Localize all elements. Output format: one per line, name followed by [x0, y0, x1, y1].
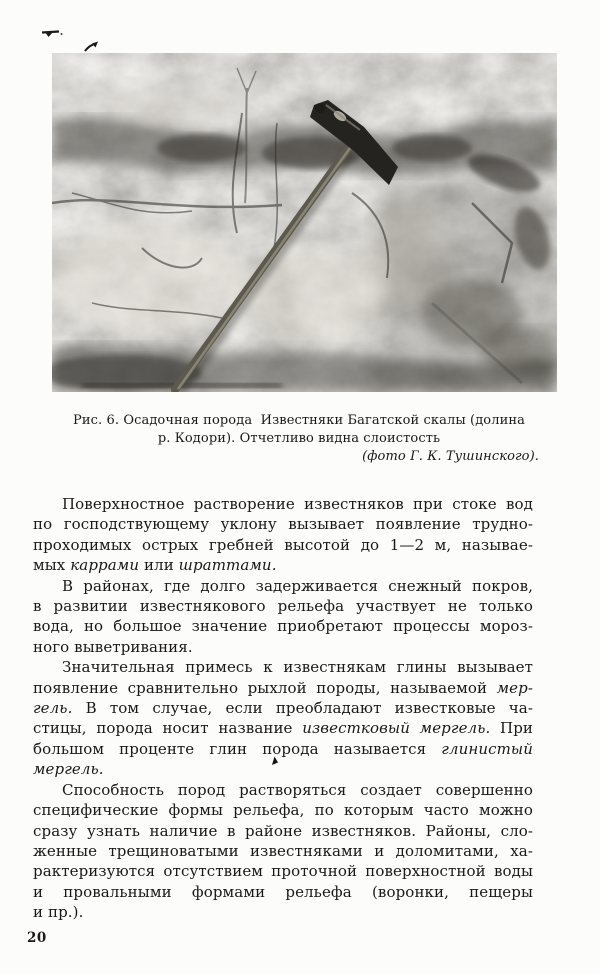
ink-marks: [36, 24, 106, 56]
text-line: и провальными формами рельефа (воронки, пещеры: [33, 882, 533, 901]
text-line: Поверхностное растворение известняков при стоке вод: [62, 495, 533, 513]
text-line: большом проценте глин порода называется глинистый: [33, 739, 533, 758]
paragraph: [33, 657, 533, 779]
text-line: и пр.).: [33, 903, 84, 922]
text-line: по господствующему уклону вызывает появление трудно-: [33, 515, 533, 534]
ink-squiggle-mark: [85, 42, 98, 52]
caption-line-1: Рис. 6. Осадочная порода Известняки Багатской скалы (долина: [73, 413, 525, 428]
caption-photo-credit: (фото Г. К. Тушинского).: [362, 449, 539, 464]
text-line: ного выветривания.: [33, 637, 193, 656]
rock-face-photo: [52, 53, 557, 392]
text-line: Способность пород растворяться создает совершенно: [62, 780, 533, 799]
text-line: в развитии известнякового рельефа участвует не только: [33, 597, 533, 616]
text-line: женные трещиноватыми известняками и доломитами, ха-: [33, 841, 533, 860]
text-line: гель. В том случае, если преобладают известковые ча-: [33, 699, 533, 718]
text-line: специфические формы рельефа, по которым часто можно: [33, 801, 533, 820]
text-line: стицы, порода носит название известковый мергель. При: [33, 719, 533, 738]
text-line: появление сравнительно рыхлой породы, называемой мер-: [33, 678, 533, 697]
text-line: вода, но большое значение приобретают процессы мороз-: [33, 617, 533, 636]
text-line: мых каррами или шраттами.: [33, 556, 277, 575]
text-line: проходимых острых гребней высотой до 1—2 м, называе-: [33, 535, 533, 554]
figure-photo: [52, 53, 557, 392]
ink-dash-mark: [42, 32, 63, 38]
text-line: мергель.: [33, 760, 104, 779]
body-text: [33, 494, 533, 923]
paragraph: [33, 780, 533, 923]
ink-speck: [271, 756, 279, 766]
caption-line-2: р. Кодори). Отчетливо видна слоистость: [157, 431, 441, 446]
paragraph: [33, 576, 533, 658]
text-line: Значительная примесь к известнякам глины вызывает: [62, 658, 533, 677]
page-number: 20: [27, 930, 47, 946]
paragraph: [33, 494, 533, 576]
figure-caption: [57, 412, 541, 466]
text-line: В районах, где долго задерживается снежный покров,: [62, 576, 533, 595]
text-line: рактеризуются отсутствием проточной поверхностной воды: [33, 862, 533, 881]
text-line: сразу узнать наличие в районе известняков. Районы, сло-: [33, 821, 533, 840]
